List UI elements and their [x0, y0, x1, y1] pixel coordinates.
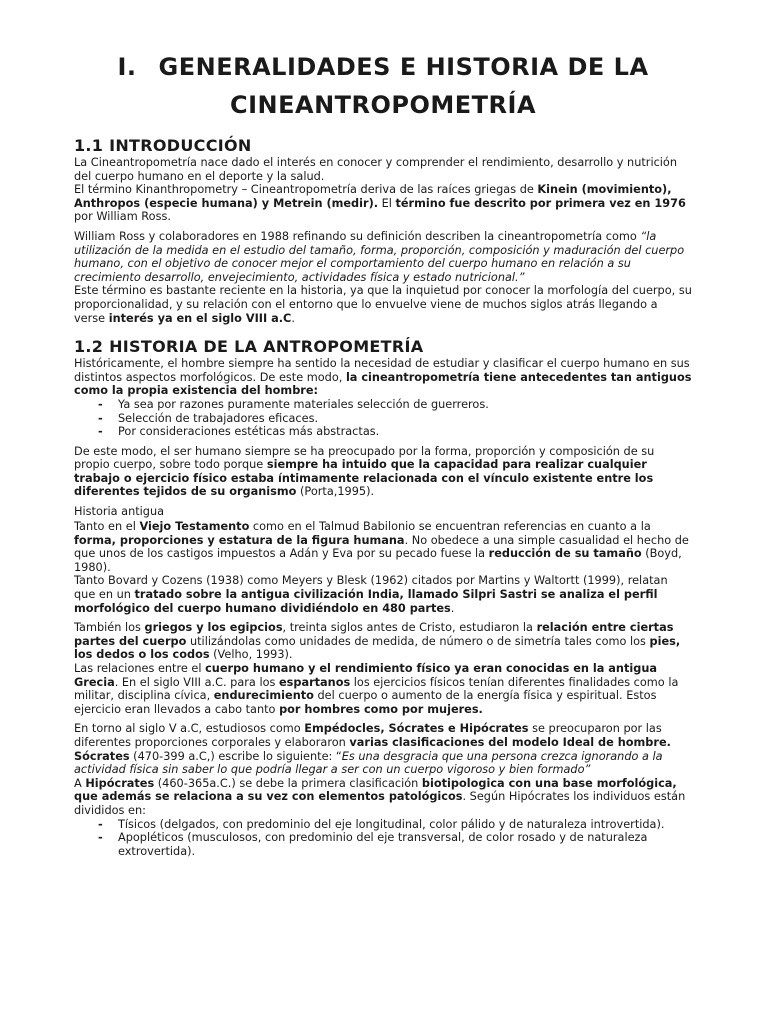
bold-text: siempre ha intuido que la capacidad para realizar cualquier trabajo o ejercicio físico estaba íntimamente relacionada con el vínculo existente entre los diferentes tejidos de su organismo: [74, 458, 654, 499]
bold-text: Empédocles, Sócrates e Hipócrates: [304, 722, 529, 736]
bold-text: relación entre ciertas partes del cuerpo: [74, 621, 674, 648]
paragraph: Sócrates (470-399 a.C,) escribe lo siguiente: “Es una desgracia que una persona crezca ignorando a la actividad física sin saber lo que podría llegar a ser con un cuerpo vigoroso y bien formado”: [74, 749, 663, 777]
title-number: I.: [117, 53, 137, 81]
subheading-historia-antigua: Historia antigua: [74, 505, 165, 519]
bold-text: biotipologica con una base morfológica, que además se relaciona a su vez con elementos patológicos: [74, 776, 677, 804]
paragraph: De este modo, el ser humano siempre se ha preocupado por la forma, proporción y composición de su propio cuerpo, sobre todo porque siempre ha intuido que la capacidad para realizar cualquier trabajo o ejercicio físico estaba íntimamente relacionada con el vínculo existente entre los diferentes tejidos de su organismo (Porta,1995).: [74, 444, 655, 499]
section-introduccion: [74, 136, 692, 325]
bold-text: griegos y los egipcios: [144, 621, 283, 635]
document-page: [74, 48, 692, 858]
list-item: - Por consideraciones estéticas más abstractas.: [74, 425, 692, 439]
bold-text: tratado sobre la antigua civilización India, llamado Silpri Sastri se analiza el perfil morfológico del cuerpo humano dividiéndolo en 480 partes: [74, 588, 658, 615]
bold-text: Kinein (movimiento), Anthropos (especie humana) y Metrein (medir).: [74, 183, 672, 210]
bold-text: Viejo Testamento: [139, 520, 250, 534]
paragraph: También los griegos y los egipcios, treinta siglos antes de Cristo, estudiaron la relación entre ciertas partes del cuerpo utilizándolas como unidades de medida, de número o de simetría tales como los pies, los dedos o los codos (Velho, 1993).: [74, 621, 681, 662]
paragraph: El término Kinanthropometry – Cineantropometría deriva de las raíces griegas de Kinein (movimiento), Anthropos (especie humana) y Metrein (medir). El término fue descrito por primera vez en 1976 por William Ross.: [74, 183, 686, 224]
list-item: - Tísicos (delgados, con predominio del eje longitudinal, color pálido y de naturaleza introvertida).: [74, 818, 692, 832]
bullet-list: [74, 818, 692, 859]
bold-text: forma, proporciones y estatura de la figura humana: [74, 533, 405, 547]
bold-text: cuerpo humano y el rendimiento físico ya eran conocidas en la antigua Grecia: [74, 662, 657, 689]
section-heading-introduccion: 1.1 INTRODUCCIÓN: [74, 136, 252, 155]
bullet-list: [74, 398, 692, 439]
title-text: GENERALIDADES E HISTORIA DE LA CINEANTROPOMETRÍA: [158, 53, 649, 119]
paragraph: Este término es bastante reciente en la historia, ya que la inquietud por conocer la morfología del cuerpo, su proporcionalidad, y su relación con el entorno que lo envuelve viene de muchos siglos atrás llegando a verse interés ya en el siglo VIII a.C.: [74, 284, 692, 325]
bold-text: Sócrates: [74, 749, 130, 763]
bold-text: Hipócrates: [85, 776, 155, 790]
paragraph: A Hipócrates (460-365a.C.) se debe la primera clasificación biotipologica con una base morfológica, que además se relaciona a su vez con elementos patológicos. Según Hipócrates los individuos están divididos en:: [74, 776, 686, 817]
list-item: - Ya sea por razones puramente materiales selección de guerreros.: [74, 398, 692, 412]
section-historia: [74, 337, 692, 858]
italic-text: Es una desgracia que una persona crezca ignorando a la actividad física sin saber lo que podría llegar a ser con un cuerpo vigoroso y bien formado”: [74, 749, 663, 777]
bold-text: interés ya en el siglo VIII a.C: [108, 311, 292, 325]
section-heading-historia: 1.2 HISTORIA DE LA ANTROPOMETRÍA: [74, 337, 424, 357]
bold-text: por hombres como por mujeres.: [279, 702, 483, 716]
paragraph: William Ross y colaboradores en 1988 refinando su definición describen la cineantropometría como “la utilización de la medida en el estudio del tamaño, forma, proporción, composición y maduración del cuerpo humano, con el objetivo de conocer mejor el comportamiento del cuerpo humano en relación a su crecimiento desarrollo, envejecimiento, actividades física y estado nutricional.”: [74, 229, 685, 284]
bold-text: la cineantropometría tiene antecedentes tan antiguos como la propia existencia del hombre:: [74, 370, 692, 398]
document-title: [74, 48, 692, 124]
list-item: - Apopléticos (musculosos, con predominio del eje transversal, de color rosado y de naturaleza extrovertida).: [74, 831, 692, 858]
paragraph: Tanto Bovard y Cozens (1938) como Meyers y Blesk (1962) citados por Martins y Waltortt (1999), relatan que en un tratado sobre la antigua civilización India, llamado Silpri Sastri se analiza el perfil morfológico del cuerpo humano dividiéndolo en 480 partes.: [74, 574, 668, 615]
bold-text: reducción de su tamaño: [488, 547, 642, 561]
bold-text: varias clasificaciones del modelo Ideal de hombre.: [349, 735, 671, 749]
bold-text: pies, los dedos o los codos: [74, 634, 681, 662]
list-item: - Selección de trabajadores eficaces.: [74, 412, 692, 426]
paragraph: En torno al siglo V a.C, estudiosos como Empédocles, Sócrates e Hipócrates se preocuparon por las diferentes proporciones corporales y elaboraron varias clasificaciones del modelo Ideal de hombre.: [74, 722, 671, 749]
italic-text: “la utilización de la medida en el estudio del tamaño, forma, proporción, composición y maduración del cuerpo humano, con el objetivo de conocer mejor el comportamiento del cuerpo humano en relación a su crecimiento desarrollo, envejecimiento, actividades física y estado nutricional.”: [74, 229, 685, 284]
paragraph: Las relaciones entre el cuerpo humano y el rendimiento físico ya eran conocidas en la antigua Grecia. En el siglo VIII a.C. para los espartanos los ejercicios físicos tenían diferentes finalidades como la militar, disciplina cívica, endurecimiento del cuerpo o aumento de la energía física y espiritual. Estos ejercicio eran llevados a cabo tanto por hombres como por mujeres.: [74, 662, 679, 716]
paragraph: Históricamente, el hombre siempre ha sentido la necesidad de estudiar y clasificar el cuerpo humano en sus distintos aspectos morfológicos. De este modo, la cineantropometría tiene antecedentes tan antiguos como la propia existencia del hombre:: [74, 357, 692, 398]
paragraph: La Cineantropometría nace dado el interés en conocer y comprender el rendimiento, desarrollo y nutrición del cuerpo humano en el deporte y la salud.: [74, 156, 678, 183]
paragraph: Tanto en el Viejo Testamento como en el Talmud Babilonio se encuentran referencias en cuanto a la forma, proporciones y estatura de la figura humana. No obedece a una simple casualidad el hecho de que unos de los castigos impuestos a Adán y Eva por su pecado fuese la reducción de su tamaño (Boyd, 1980).: [74, 520, 689, 574]
bold-text: término fue descrito por primera vez en 1976: [395, 196, 686, 210]
bold-text: espartanos: [278, 675, 351, 689]
bold-text: endurecimiento: [213, 689, 314, 703]
